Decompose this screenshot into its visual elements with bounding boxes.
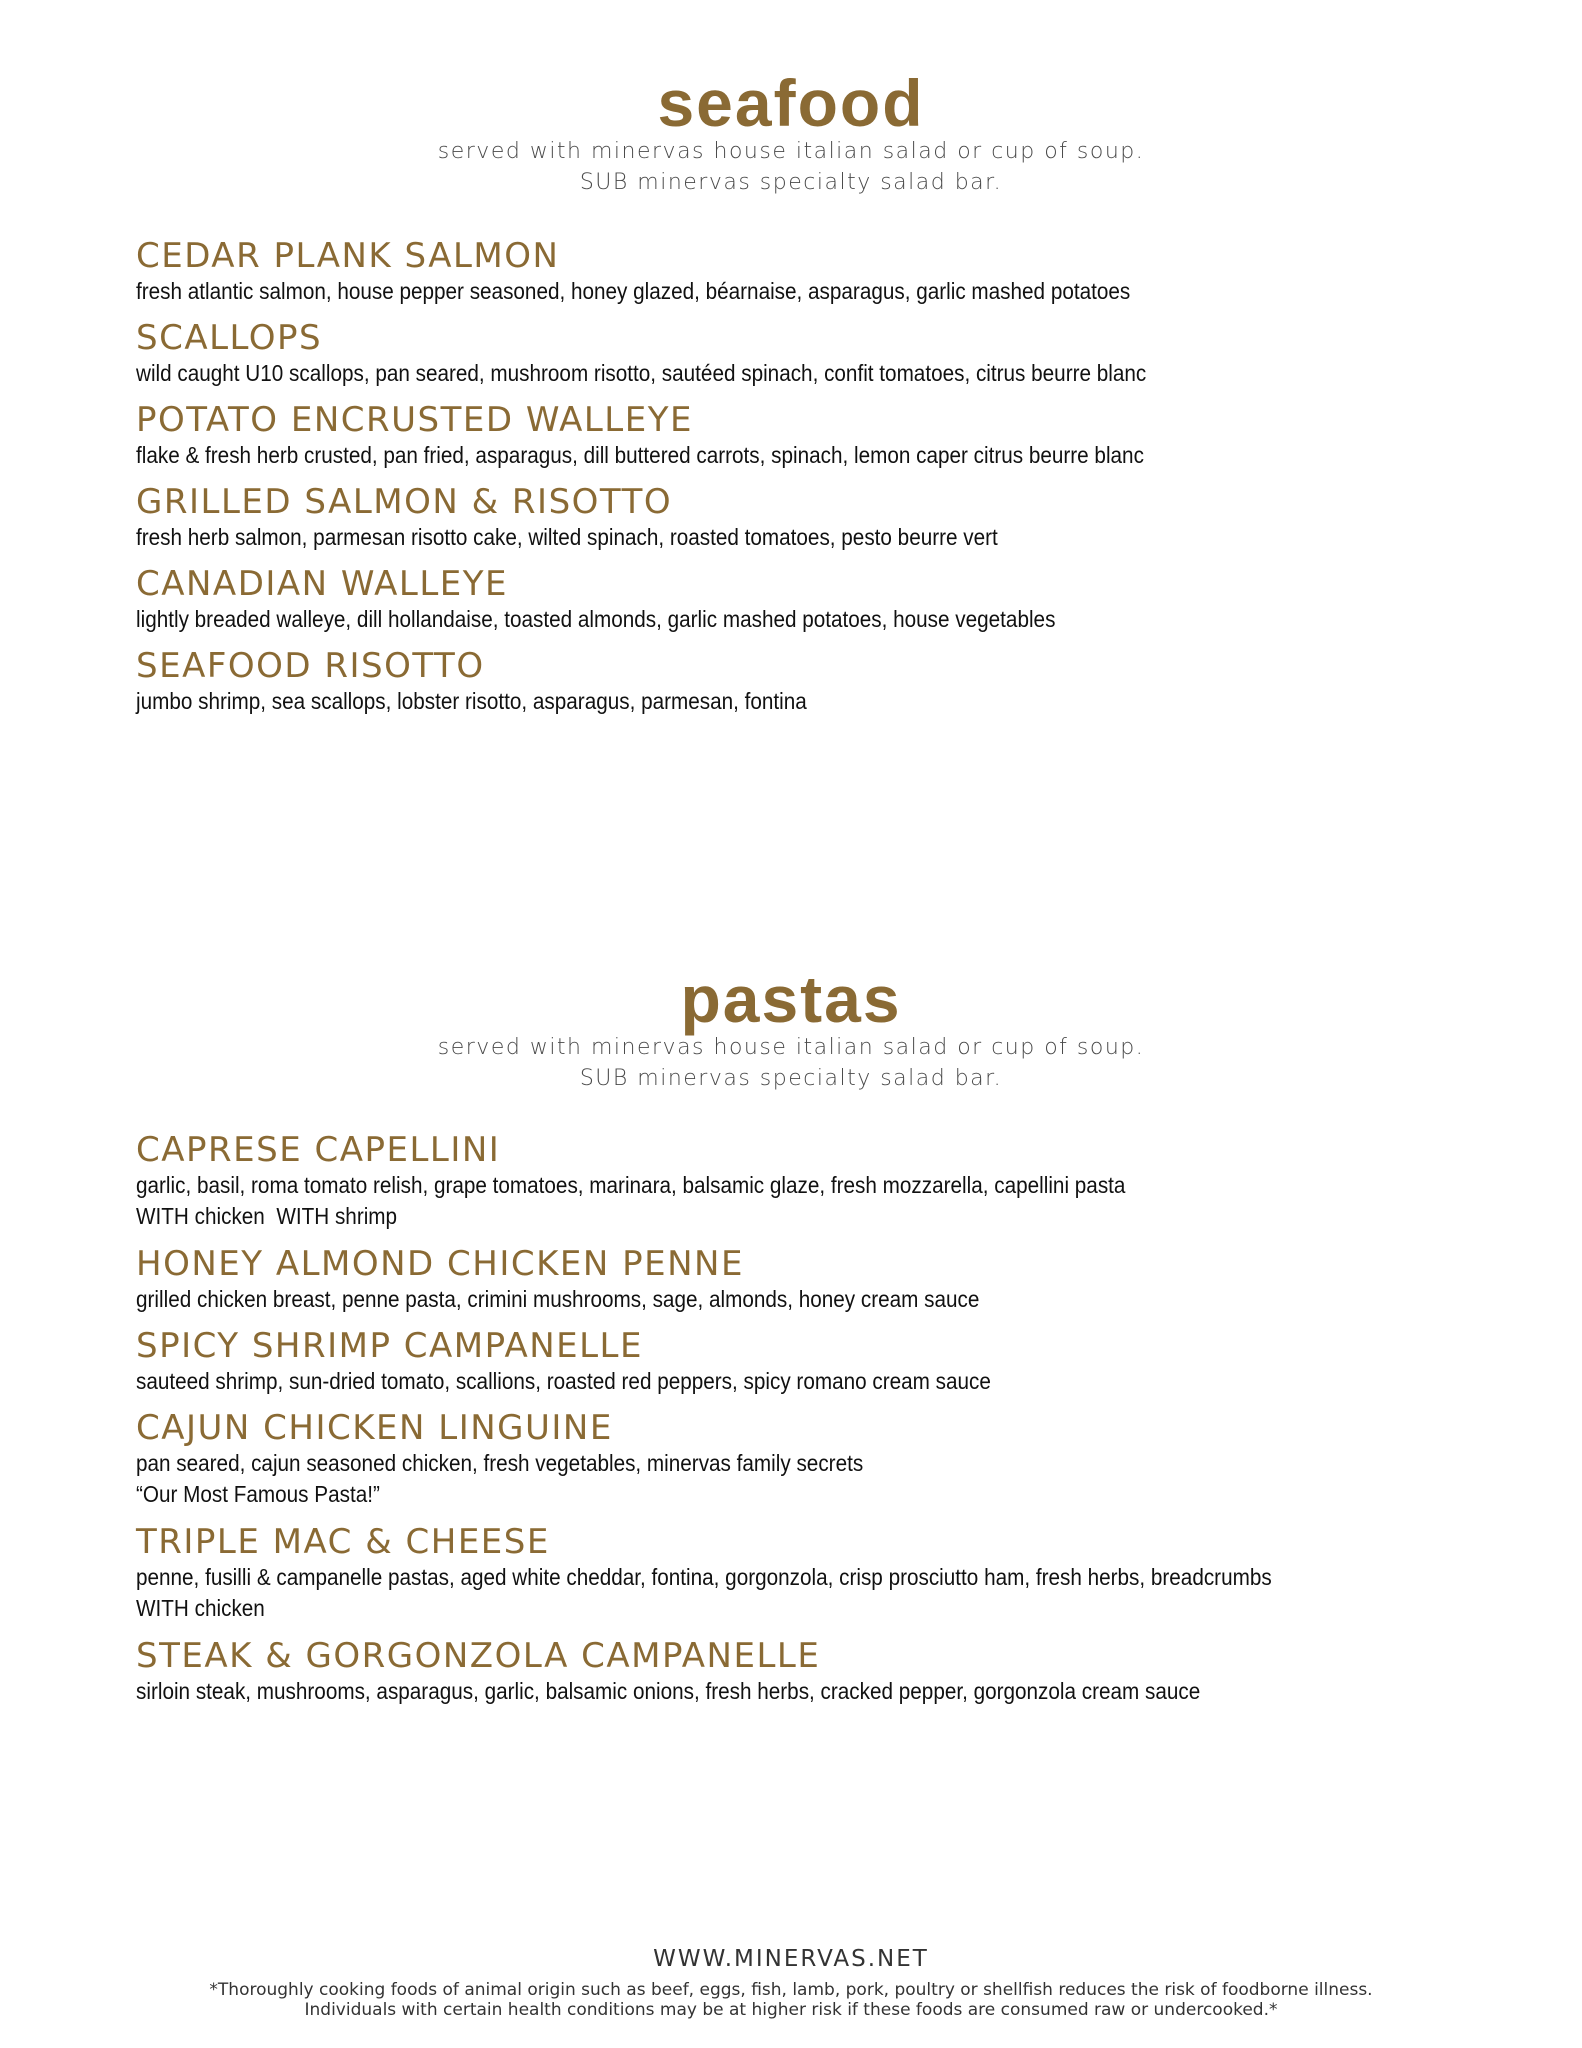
menu-item-desc: grilled chicken breast, penne pasta, crimini mushrooms, sage, almonds, honey cream sauce — [136, 1286, 980, 1312]
website-link[interactable]: WWW.MINERVAS.NET — [653, 1946, 929, 1972]
menu-item — [136, 1244, 1476, 1326]
footer — [0, 1944, 1582, 2020]
menu-item-desc: fresh atlantic salmon, house pepper seasoned, honey glazed, béarnaise, asparagus, garlic mashed potatoes — [136, 278, 1131, 304]
menu-item — [136, 1130, 1476, 1244]
menu-item-name: TRIPLE MAC & CHEESE — [136, 1522, 550, 1562]
menu-item-name: GRILLED SALMON & RISOTTO — [136, 482, 673, 522]
menu-item-tagline: “Our Most Famous Pasta!” — [136, 1481, 380, 1507]
menu-item-name: POTATO ENCRUSTED WALLEYE — [136, 400, 693, 440]
menu-item-desc: sirloin steak, mushrooms, asparagus, garlic, balsamic onions, fresh herbs, cracked pepper, gorgonzola cream sauce — [136, 1678, 1201, 1704]
section-subtitle: SUB minervas specialty salad bar. — [579, 170, 1003, 195]
menu-item-name: CAPRESE CAPELLINI — [136, 1130, 501, 1170]
menu-item-desc: pan seared, cajun seasoned chicken, fresh vegetables, minervas family secrets — [136, 1450, 864, 1476]
menu-item-desc: flake & fresh herb crusted, pan fried, asparagus, dill buttered carrots, spinach, lemon caper citrus beurre blanc — [136, 442, 1144, 468]
menu-item-name: STEAK & GORGONZOLA CAMPANELLE — [136, 1636, 821, 1676]
menu-item-desc: jumbo shrimp, sea scallops, lobster risotto, asparagus, parmesan, fontina — [136, 688, 807, 714]
menu-item-desc: lightly breaded walleye, dill hollandaise, toasted almonds, garlic mashed potatoes, house vegetables — [136, 606, 1056, 632]
menu-item — [136, 1636, 1476, 1718]
menu-item-name: HONEY ALMOND CHICKEN PENNE — [136, 1244, 744, 1284]
menu-item — [136, 646, 1476, 728]
seafood-header — [0, 66, 1582, 198]
section-subtitle: served with minervas house italian salad or cup of soup. — [437, 1035, 1145, 1060]
menu-item — [136, 400, 1476, 482]
section-title-pastas: pastas — [680, 962, 902, 1036]
section-subtitle: SUB minervas specialty salad bar. — [579, 1066, 1003, 1091]
menu-item — [136, 564, 1476, 646]
menu-item-addon: WITH chicken WITH shrimp — [136, 1203, 398, 1229]
pastas-header — [0, 962, 1582, 1094]
menu-item-desc: wild caught U10 scallops, pan seared, mushroom risotto, sautéed spinach, confit tomatoes, citrus beurre blanc — [136, 360, 1147, 386]
health-disclaimer: Individuals with certain health conditions may be at higher risk if these foods are consumed raw or undercooked.* — [304, 2000, 1278, 2020]
menu-item-addon: WITH chicken — [136, 1595, 265, 1621]
menu-item-name: SEAFOOD RISOTTO — [136, 646, 485, 686]
section-title-seafood: seafood — [657, 66, 925, 140]
menu-item-name: SCALLOPS — [136, 318, 323, 358]
menu-item-desc: garlic, basil, roma tomato relish, grape tomatoes, marinara, balsamic glaze, fresh mozzarella, capellini pasta — [136, 1172, 1126, 1198]
menu-item-desc: fresh herb salmon, parmesan risotto cake, wilted spinach, roasted tomatoes, pesto beurre vert — [136, 524, 998, 550]
menu-item-desc: sauteed shrimp, sun-dried tomato, scallions, roasted red peppers, spicy romano cream sauce — [136, 1368, 991, 1394]
menu-item-desc: penne, fusilli & campanelle pastas, aged white cheddar, fontina, gorgonzola, crisp prosciutto ham, fresh herbs, breadcrumbs — [136, 1564, 1272, 1590]
menu-item — [136, 1326, 1476, 1408]
menu-item-name: CANADIAN WALLEYE — [136, 564, 509, 604]
menu-item-name: CEDAR PLANK SALMON — [136, 236, 560, 276]
menu-item — [136, 318, 1476, 400]
menu-item — [136, 1408, 1476, 1522]
section-subtitle: served with minervas house italian salad or cup of soup. — [437, 139, 1145, 164]
seafood-items — [136, 236, 1476, 728]
menu-item — [136, 236, 1476, 318]
menu-item — [136, 482, 1476, 564]
health-disclaimer: *Thoroughly cooking foods of animal origin such as beef, eggs, fish, lamb, pork, poultry or shellfish reduces the risk of foodborne illness. — [209, 1980, 1373, 2000]
pasta-items — [136, 1130, 1476, 1718]
menu-item-name: CAJUN CHICKEN LINGUINE — [136, 1408, 613, 1448]
menu-item — [136, 1522, 1476, 1636]
menu-item-name: SPICY SHRIMP CAMPANELLE — [136, 1326, 643, 1366]
